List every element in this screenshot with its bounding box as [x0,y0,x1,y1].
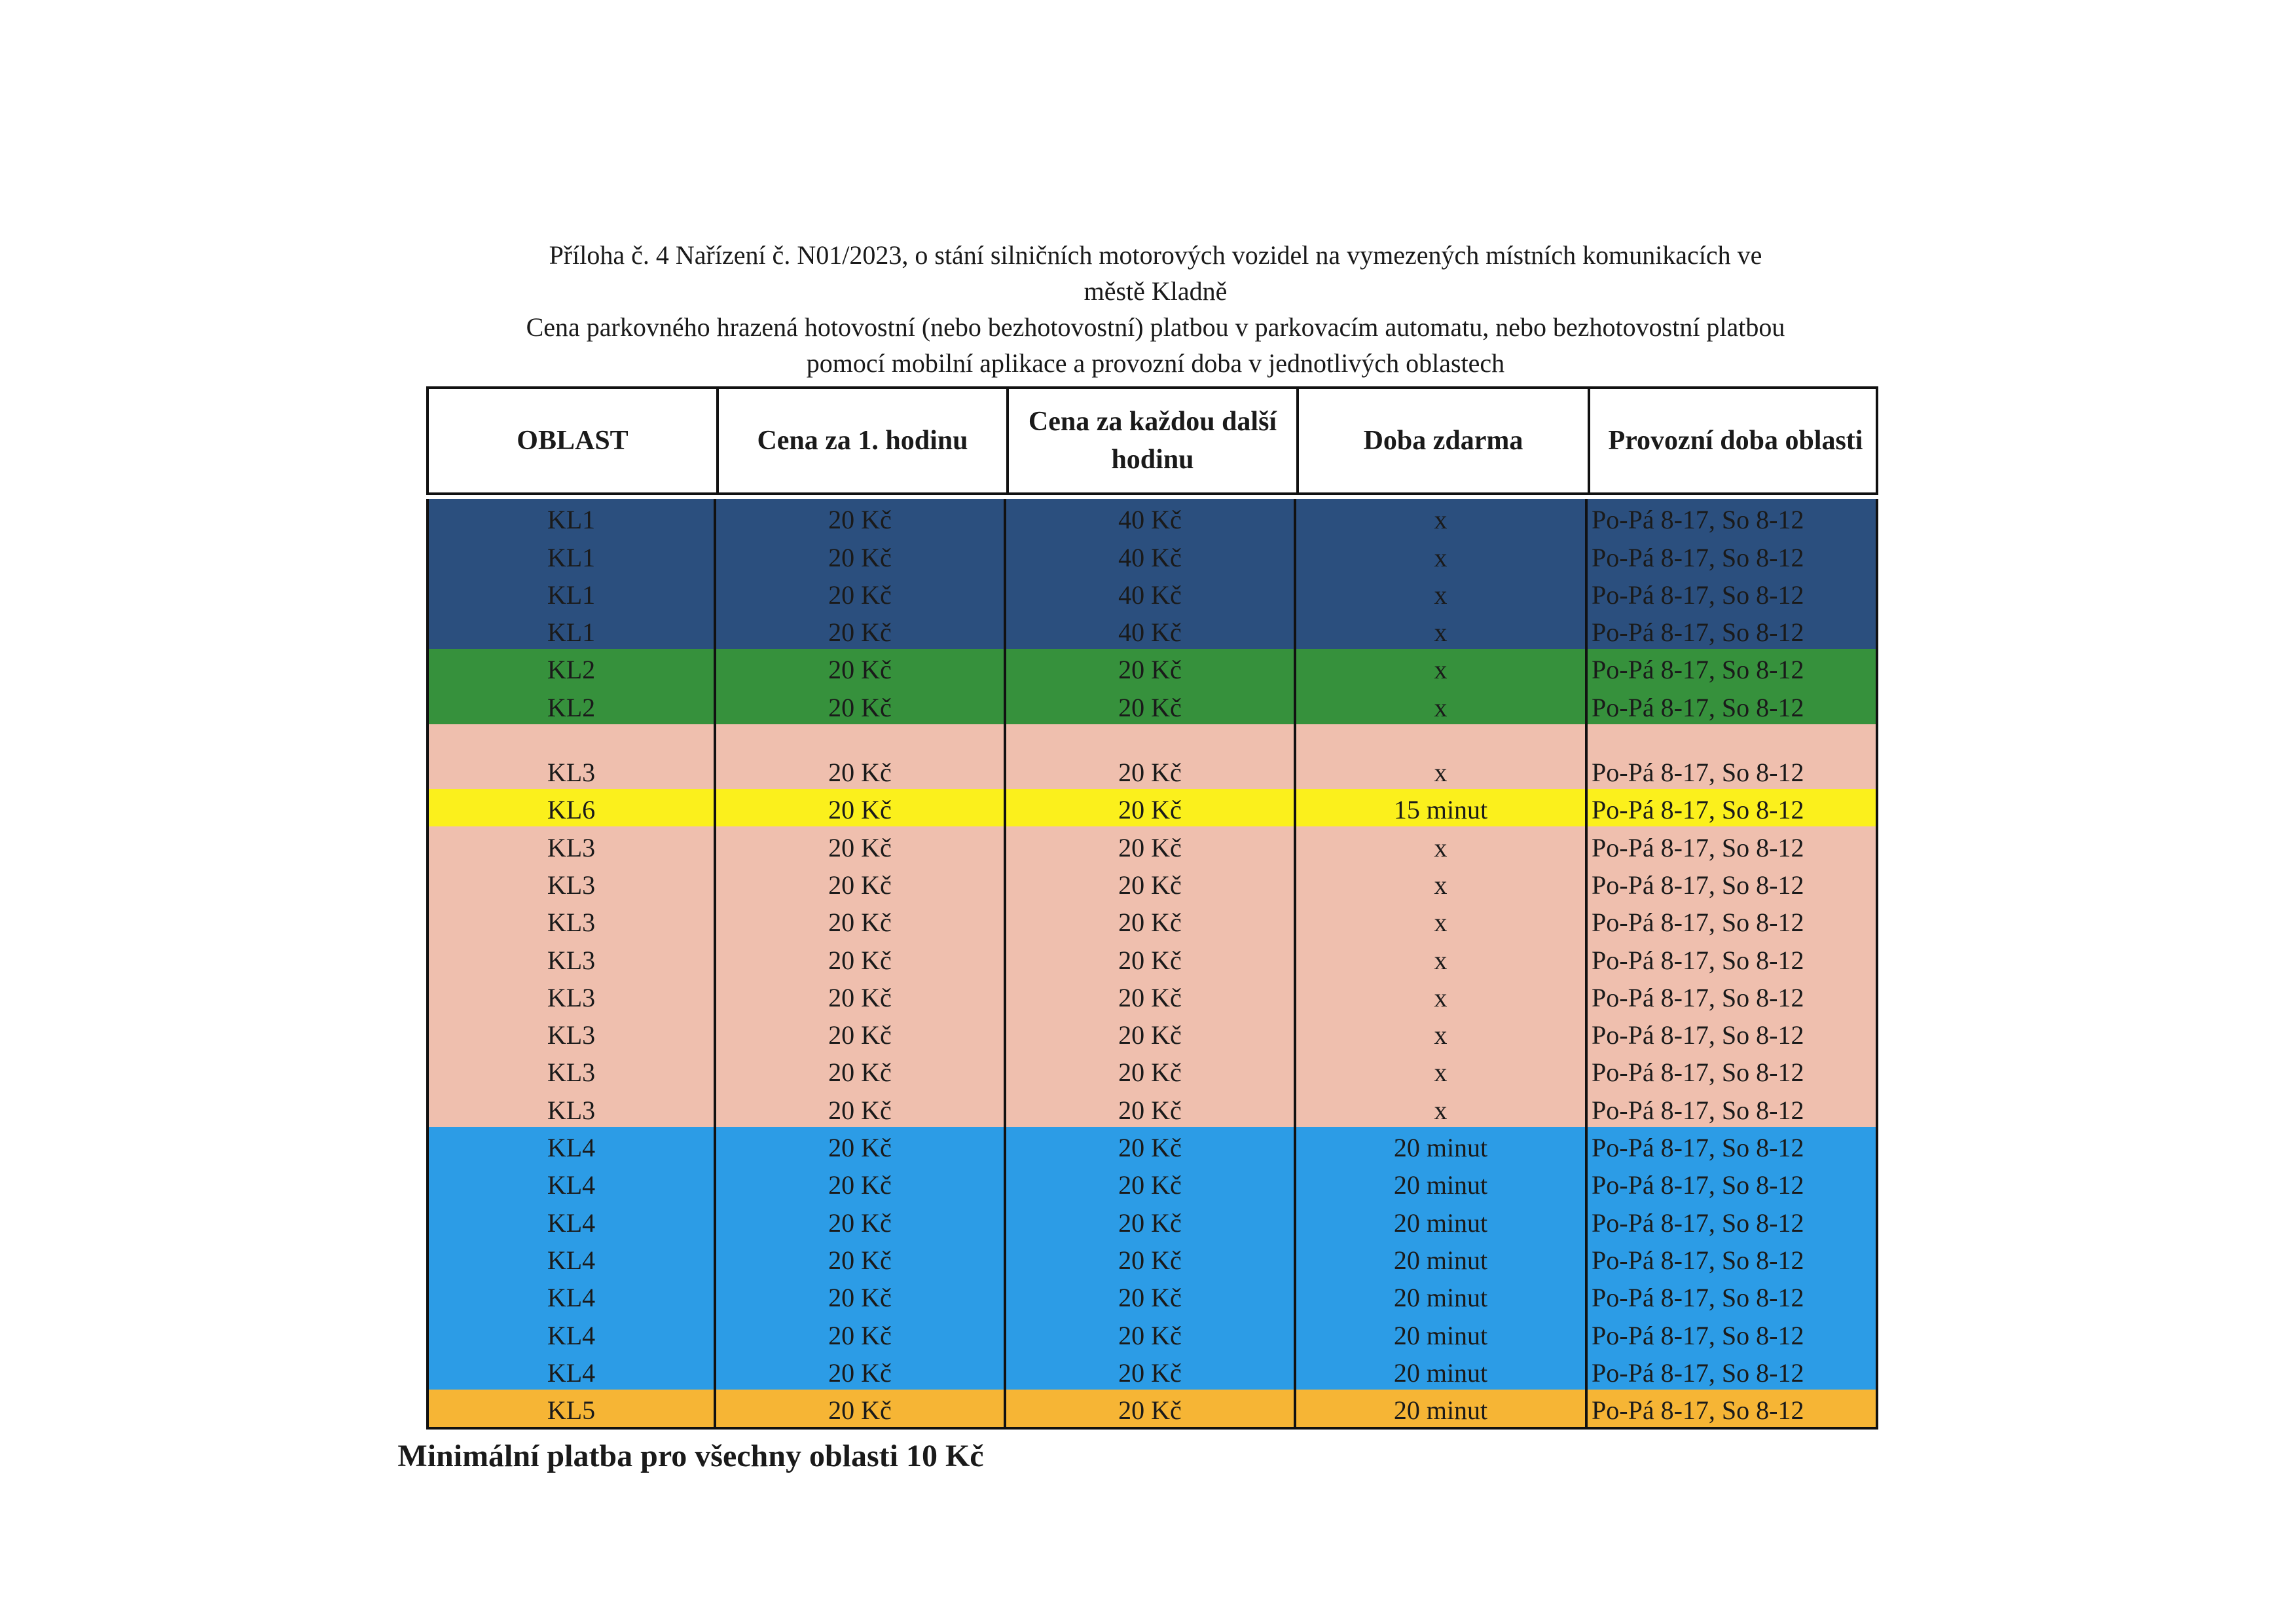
area-cell: KL3 [429,977,716,1014]
free-time-cell: 15 minut [1296,789,1588,826]
operating-hours-cell: Po-Pá 8-17, So 8-12 [1592,945,1804,975]
operating-hours-cell: Po-Pá 8-17, So 8-12 [1592,692,1804,722]
next-hour-cell: 20 Kč [1006,1352,1296,1390]
free-time-cell: 20 minut [1296,1202,1588,1239]
free-time-cell: x [1296,977,1588,1014]
free-time-cell: x [1296,902,1588,939]
free-time-cell: 20 minut [1296,1314,1588,1352]
area-cell: KL4 [429,1127,716,1164]
free-time-cell: x [1296,536,1588,574]
operating-hours-cell: Po-Pá 8-17, So 8-12 [1592,655,1804,685]
next-hour-cell: 40 Kč [1006,612,1296,649]
table-row [429,1052,1876,1089]
operating-hours-cell: Po-Pá 8-17, So 8-12 [1592,505,1804,535]
next-hour-cell: 20 Kč [1006,1202,1296,1239]
first-hour-cell: 20 Kč [716,1164,1006,1202]
table-row [429,1277,1876,1314]
next-hour-cell: 20 Kč [1006,1014,1296,1052]
next-hour-cell: 20 Kč [1006,977,1296,1014]
next-hour-cell: 20 Kč [1006,826,1296,864]
free-time-cell: 20 minut [1296,1127,1588,1164]
operating-hours-cell: Po-Pá 8-17, So 8-12 [1592,1020,1804,1050]
free-time-cell: x [1296,939,1588,976]
table-row [429,1202,1876,1239]
operating-hours-cell: Po-Pá 8-17, So 8-12 [1592,908,1804,938]
area-cell: KL4 [429,1314,716,1352]
operating-hours-cell: Po-Pá 8-17, So 8-12 [1592,1283,1804,1313]
spacer-cell [1006,724,1296,752]
next-hour-cell: 20 Kč [1006,1127,1296,1164]
table-row [429,1127,1876,1164]
first-hour-cell: 20 Kč [716,1052,1006,1089]
area-cell: KL2 [429,649,716,686]
first-hour-cell: 20 Kč [716,686,1006,724]
first-hour-cell: 20 Kč [716,1014,1006,1052]
operating-hours-cell: Po-Pá 8-17, So 8-12 [1592,1170,1804,1200]
operating-hours-cell: Po-Pá 8-17, So 8-12 [1592,1133,1804,1163]
first-hour-cell: 20 Kč [716,1314,1006,1352]
table-row [429,574,1876,612]
next-hour-cell: 20 Kč [1006,902,1296,939]
area-cell: KL3 [429,1089,716,1126]
operating-hours-cell: Po-Pá 8-17, So 8-12 [1592,758,1804,788]
next-hour-cell: 20 Kč [1006,1089,1296,1126]
table-row [429,649,1876,686]
table-row [429,1089,1876,1126]
next-hour-cell: 20 Kč [1006,789,1296,826]
next-hour-cell: 20 Kč [1006,686,1296,724]
first-hour-cell: 20 Kč [716,939,1006,976]
area-cell: KL3 [429,826,716,864]
first-hour-cell: 20 Kč [716,649,1006,686]
title-line-3: Cena parkovného hrazená hotovostní (nebo bezhotovostní) platbou v parkovacím automatu, nebo bezhotovostní platbou [526,312,1785,342]
operating-hours-cell: Po-Pá 8-17, So 8-12 [1592,580,1804,610]
area-cell: KL1 [429,499,716,536]
area-cell: KL1 [429,612,716,649]
free-time-cell: x [1296,1014,1588,1052]
first-hour-cell: 20 Kč [716,902,1006,939]
first-hour-cell: 20 Kč [716,752,1006,789]
header-area: OBLAST [429,389,719,492]
table-row [429,1240,1876,1277]
table-header [426,386,1878,495]
table-row [429,612,1876,649]
table-row [429,1314,1876,1352]
table-row [429,1014,1876,1052]
table-spacer-row [429,724,1876,752]
first-hour-cell: 20 Kč [716,499,1006,536]
next-hour-cell: 40 Kč [1006,499,1296,536]
operating-hours-cell: Po-Pá 8-17, So 8-12 [1592,618,1804,648]
next-hour-cell: 20 Kč [1006,939,1296,976]
free-time-cell: 20 minut [1296,1277,1588,1314]
operating-hours-cell: Po-Pá 8-17, So 8-12 [1592,1245,1804,1275]
spacer-cell [429,724,716,752]
table-row [429,1352,1876,1390]
table-row [429,864,1876,902]
next-hour-cell: 20 Kč [1006,1052,1296,1089]
table-row [429,826,1876,864]
free-time-cell: x [1296,864,1588,902]
table-row [429,902,1876,939]
table-row [429,1390,1876,1427]
next-hour-cell: 20 Kč [1006,1390,1296,1427]
title-line-1: Příloha č. 4 Nařízení č. N01/2023, o stání silničních motorových vozidel na vymezených místních komunikacích ve [549,240,1762,270]
next-hour-cell: 20 Kč [1006,1314,1296,1352]
table-row [429,977,1876,1014]
next-hour-cell: 20 Kč [1006,864,1296,902]
operating-hours-cell: Po-Pá 8-17, So 8-12 [1592,1058,1804,1088]
area-cell: KL3 [429,1052,716,1089]
free-time-cell: x [1296,649,1588,686]
first-hour-cell: 20 Kč [716,1352,1006,1390]
first-hour-cell: 20 Kč [716,977,1006,1014]
title-line-4: pomocí mobilní aplikace a provozní doba v jednotlivých oblastech [806,348,1505,378]
document-title [426,237,1886,381]
table-row [429,789,1876,826]
free-time-cell: 20 minut [1296,1352,1588,1390]
free-time-cell: x [1296,499,1588,536]
area-cell: KL4 [429,1277,716,1314]
free-time-cell: 20 minut [1296,1240,1588,1277]
area-cell: KL4 [429,1202,716,1239]
free-time-cell: x [1296,826,1588,864]
next-hour-cell: 20 Kč [1006,1164,1296,1202]
first-hour-cell: 20 Kč [716,789,1006,826]
first-hour-cell: 20 Kč [716,1127,1006,1164]
operating-hours-cell: Po-Pá 8-17, So 8-12 [1592,1395,1804,1426]
spacer-cell [1588,724,1878,752]
first-hour-cell: 20 Kč [716,612,1006,649]
free-time-cell: 20 minut [1296,1164,1588,1202]
free-time-cell: x [1296,574,1588,612]
operating-hours-cell: Po-Pá 8-17, So 8-12 [1592,1208,1804,1238]
free-time-cell: x [1296,686,1588,724]
first-hour-cell: 20 Kč [716,826,1006,864]
area-cell: KL4 [429,1352,716,1390]
operating-hours-cell: Po-Pá 8-17, So 8-12 [1592,1320,1804,1350]
footer-note: Minimální platba pro všechny oblasti 10 Kč [397,1439,984,1473]
area-cell: KL3 [429,752,716,789]
free-time-cell: x [1296,612,1588,649]
area-cell: KL6 [429,789,716,826]
next-hour-cell: 20 Kč [1006,1240,1296,1277]
operating-hours-cell: Po-Pá 8-17, So 8-12 [1592,1357,1804,1388]
area-cell: KL1 [429,574,716,612]
operating-hours-cell: Po-Pá 8-17, So 8-12 [1592,795,1804,825]
next-hour-cell: 20 Kč [1006,649,1296,686]
operating-hours-cell: Po-Pá 8-17, So 8-12 [1592,1095,1804,1125]
table-body [426,499,1878,1430]
operating-hours-cell: Po-Pá 8-17, So 8-12 [1592,542,1804,572]
table-row [429,1164,1876,1202]
area-cell: KL4 [429,1164,716,1202]
free-time-cell: 20 minut [1296,1390,1588,1427]
first-hour-cell: 20 Kč [716,574,1006,612]
table-row [429,536,1876,574]
next-hour-cell: 20 Kč [1006,752,1296,789]
area-cell: KL1 [429,536,716,574]
next-hour-cell: 40 Kč [1006,574,1296,612]
spacer-cell [1296,724,1588,752]
operating-hours-cell: Po-Pá 8-17, So 8-12 [1592,870,1804,900]
first-hour-cell: 20 Kč [716,1240,1006,1277]
parking-table [426,386,1878,1430]
spacer-cell [716,724,1006,752]
header-free-time: Doba zdarma [1299,389,1590,492]
free-time-cell: x [1296,752,1588,789]
header-operating-hours: Provozní doba oblasti [1608,426,1863,456]
free-time-cell: x [1296,1089,1588,1126]
area-cell: KL3 [429,939,716,976]
area-cell: KL3 [429,902,716,939]
first-hour-cell: 20 Kč [716,536,1006,574]
title-line-2: městě Kladně [1084,276,1228,306]
next-hour-cell: 20 Kč [1006,1277,1296,1314]
area-cell: KL3 [429,864,716,902]
header-first-hour: Cena za 1. hodinu [719,389,1009,492]
table-row [429,752,1876,789]
next-hour-cell: 40 Kč [1006,536,1296,574]
area-cell: KL4 [429,1240,716,1277]
table-row [429,939,1876,976]
area-cell: KL5 [429,1390,716,1427]
first-hour-cell: 20 Kč [716,1202,1006,1239]
operating-hours-cell: Po-Pá 8-17, So 8-12 [1592,982,1804,1012]
table-row [429,686,1876,724]
header-next-hour: Cena za každou další hodinu [1009,389,1299,492]
area-cell: KL3 [429,1014,716,1052]
table-row [429,499,1876,536]
first-hour-cell: 20 Kč [716,1089,1006,1126]
free-time-cell: x [1296,1052,1588,1089]
first-hour-cell: 20 Kč [716,1390,1006,1427]
first-hour-cell: 20 Kč [716,864,1006,902]
area-cell: KL2 [429,686,716,724]
operating-hours-cell: Po-Pá 8-17, So 8-12 [1592,832,1804,862]
first-hour-cell: 20 Kč [716,1277,1006,1314]
